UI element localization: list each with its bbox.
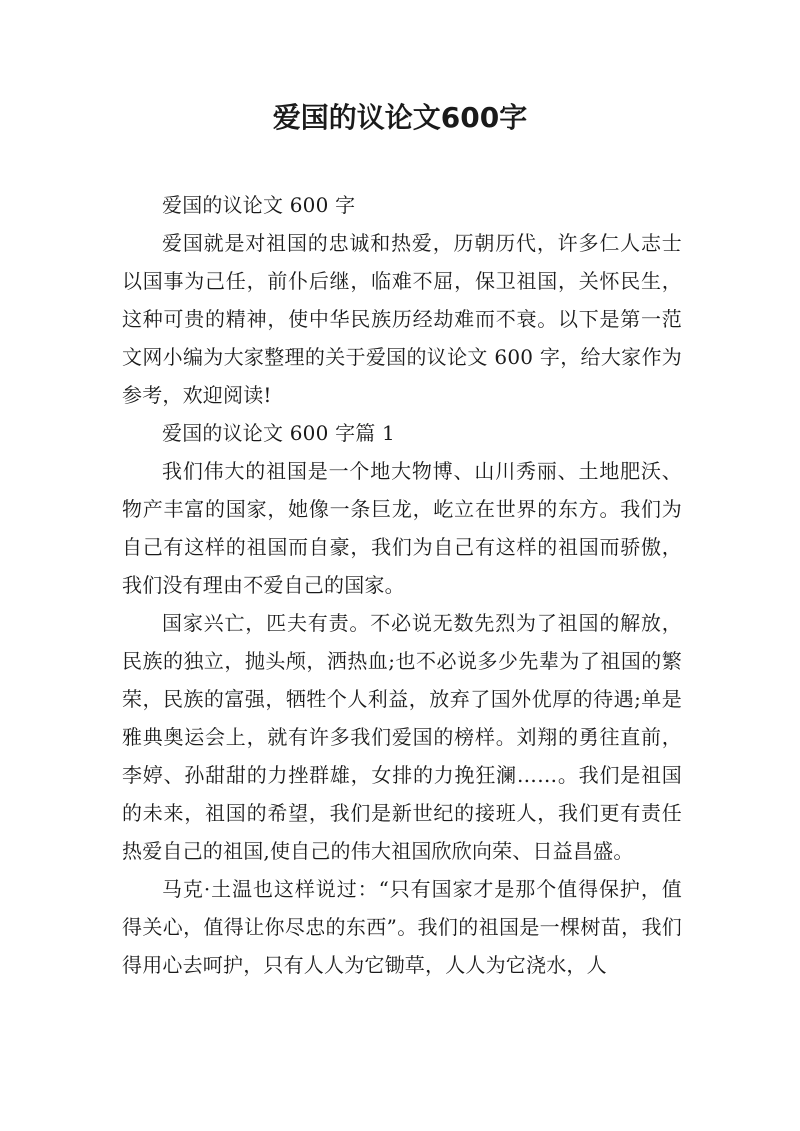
section-heading-1: 爱国的议论文 600 字篇 1: [162, 421, 395, 445]
document-body: [122, 186, 682, 984]
intro-heading: 爱国的议论文 600 字: [162, 193, 356, 217]
intro-paragraph: 爱国就是对祖国的忠诚和热爱，历朝历代，许多仁人志士以国事为己任，前仆后继，临难不屈，保卫祖国，关怀民生，这种可贵的精神，使中华民族历经劫难而不衰。以下是第一范文网小编为大家整理的关于爱国的议论文 600 字，给大家作为参考，欢迎阅读!: [122, 231, 682, 407]
document-title: 爱国的议论文600字: [272, 101, 528, 134]
body-paragraph-2: 国家兴亡，匹夫有责。不必说无数先烈为了祖国的解放，民族的独立，抛头颅，洒热血;也不必说多少先辈为了祖国的繁荣，民族的富强，牺牲个人利益，放弃了国外优厚的待遇;单是雅典奥运会上，就有许多我们爱国的榜样。刘翔的勇往直前，李婷、孙甜甜的力挫群雄，女排的力挽狂澜……。我们是祖国的未来，祖国的希望，我们是新世纪的接班人，我们更有责任热爱自己的祖国,使自己的伟大祖国欣欣向荣、日益昌盛。: [122, 611, 682, 863]
body-paragraph-1: 我们伟大的祖国是一个地大物博、山川秀丽、土地肥沃、物产丰富的国家，她像一条巨龙，屹立在世界的东方。我们为自己有这样的祖国而自豪，我们为自己有这样的祖国而骄傲，我们没有理由不爱自己的国家。: [122, 459, 682, 597]
body-paragraph-3: 马克·土温也这样说过：“只有国家才是那个值得保护，值得关心，值得让你尽忠的东西”。我们的祖国是一棵树苗，我们得用心去呵护，只有人人为它锄草，人人为它浇水，人: [122, 877, 682, 977]
